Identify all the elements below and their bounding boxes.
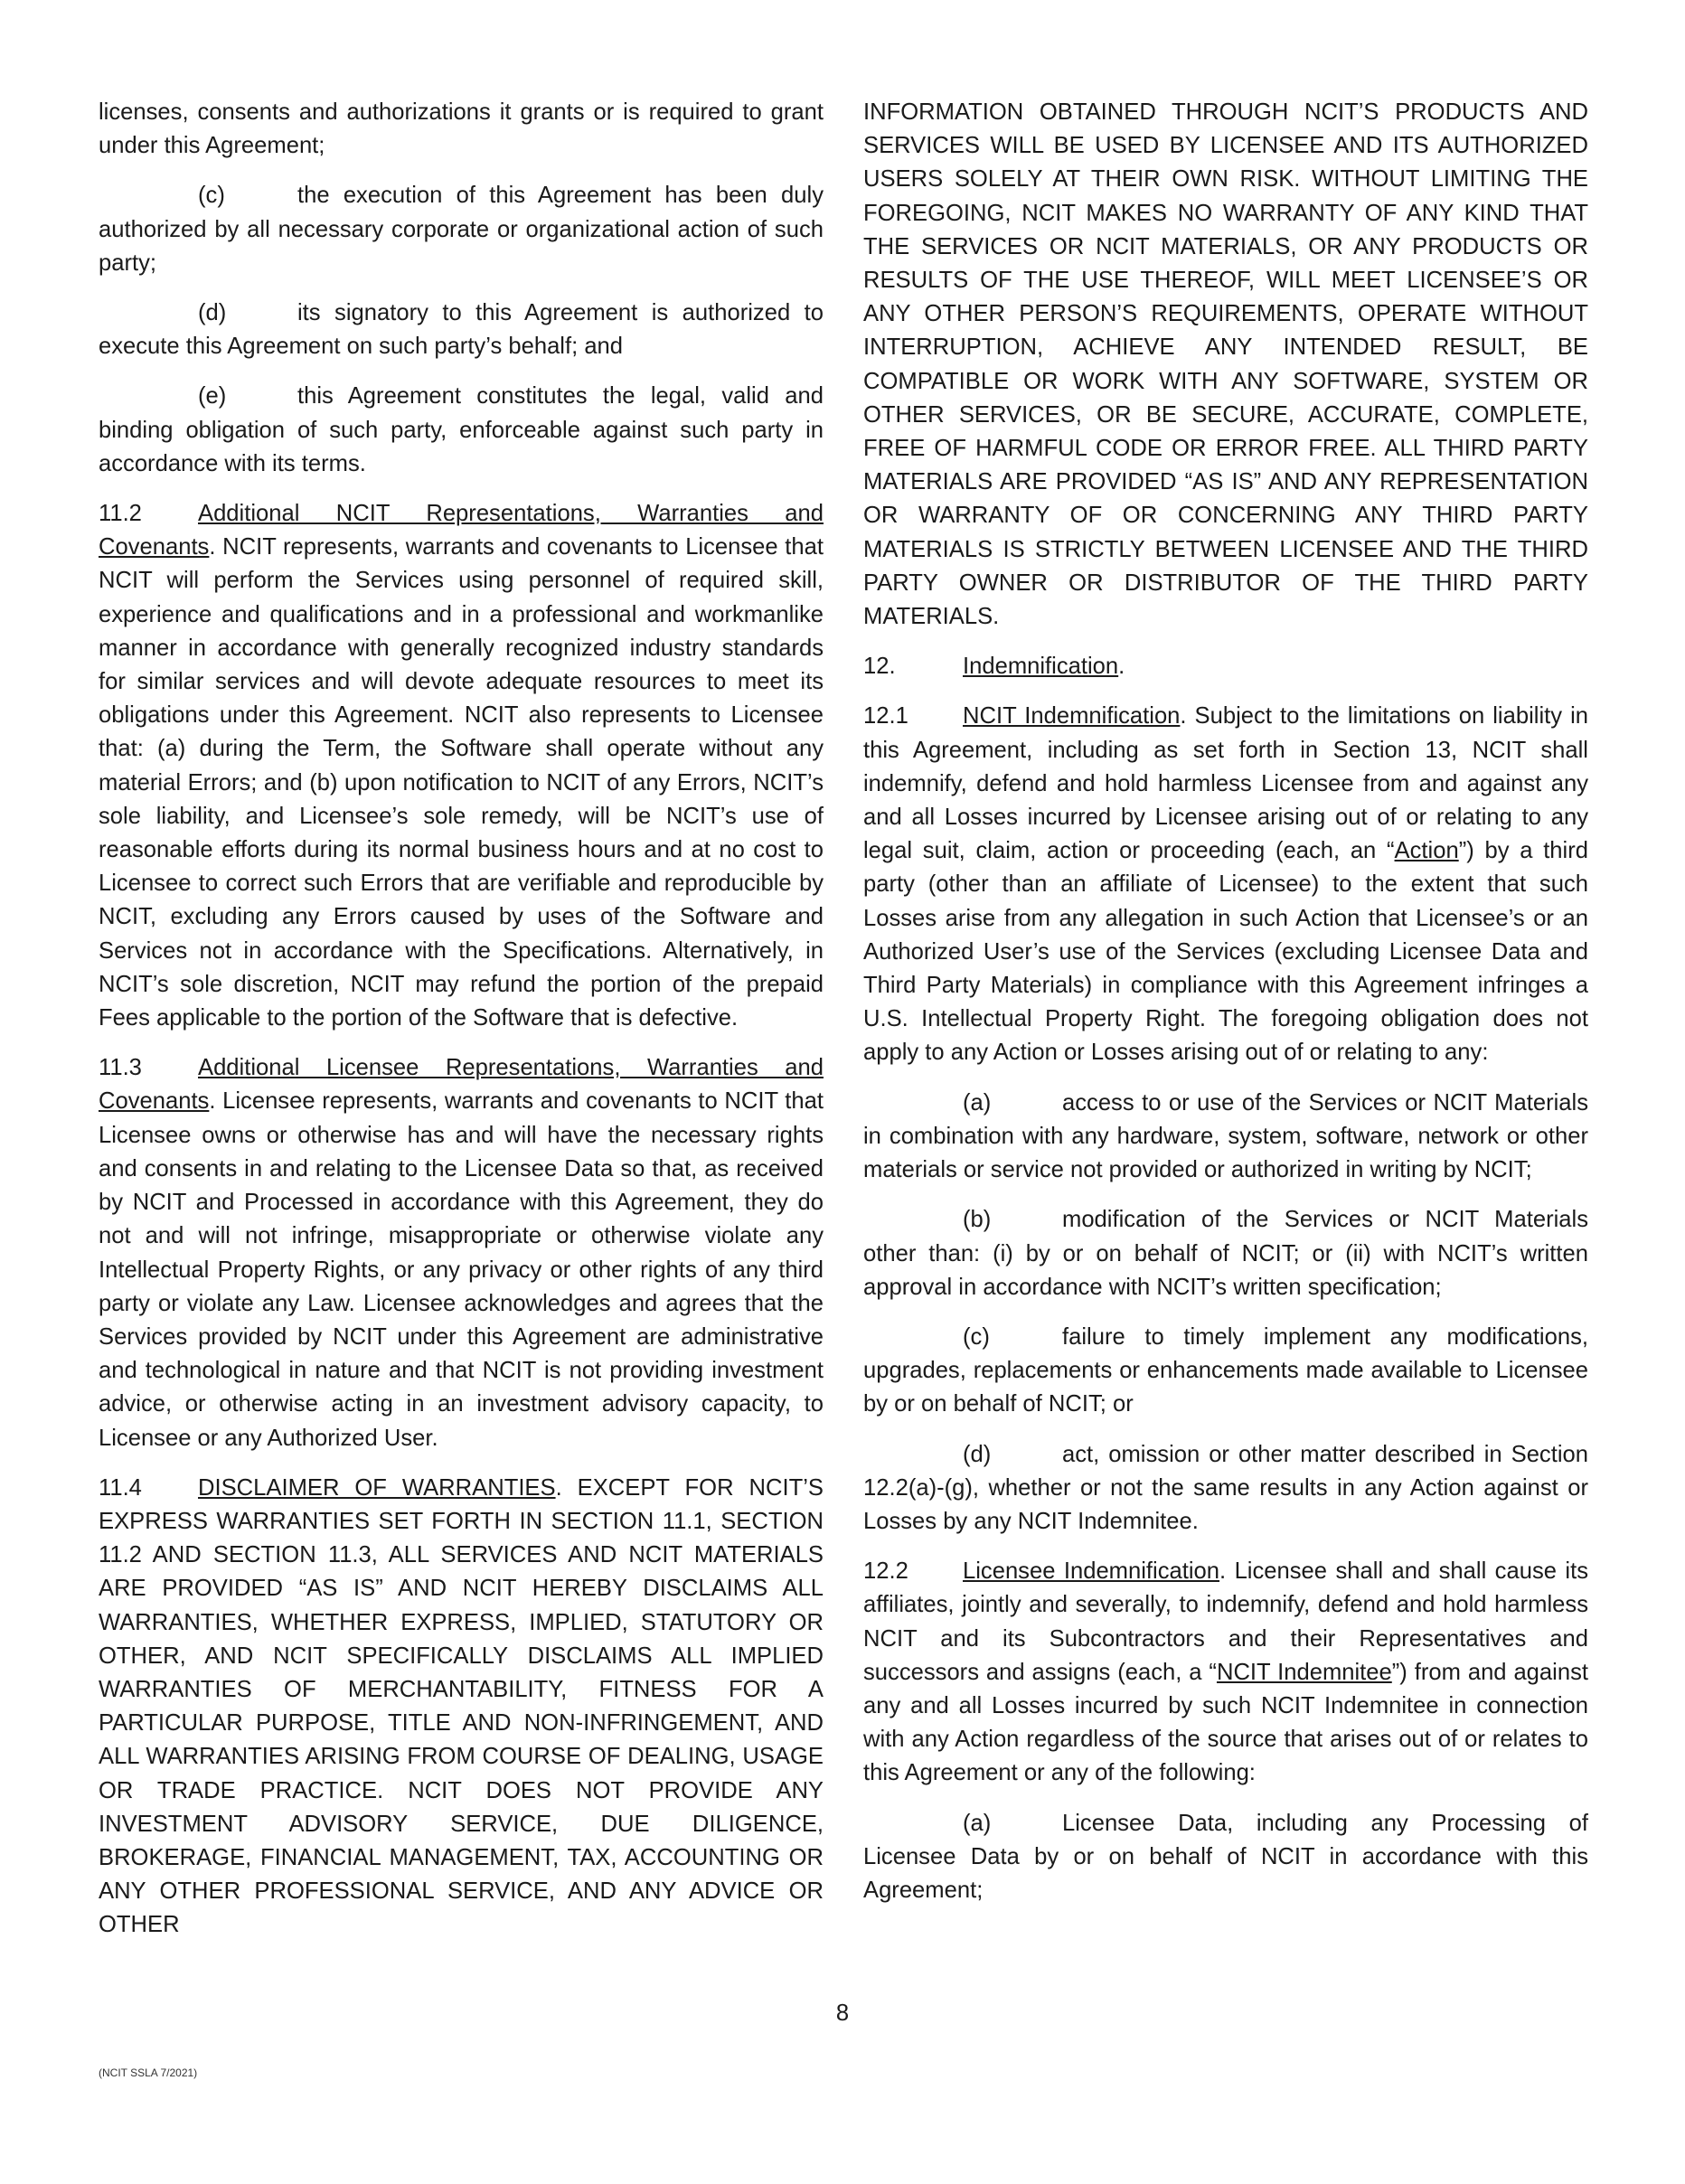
clause-text: access to or use of the Services or NCIT Materials in combination with any hardware, system, software, network or other materials or service not provided or authorized in writing by NCIT; <box>863 1089 1588 1183</box>
section-number: 12. <box>863 654 896 680</box>
section-12-heading: 12. Indemnification. <box>863 650 1588 683</box>
section-text: ”) from and against any and all Losses incurred by such NCIT Indemnitee in connection with any Action regardless of the source that arises out of or relates to this Agreement or any of the following: <box>863 1659 1588 1786</box>
section-text: . Licensee shall and shall cause its affiliates, jointly and severally, to indemnify, defend and hold harmless NCIT and its Subcontractors and their Representatives and successors and assigns (each, a “ <box>863 1558 1588 1685</box>
section-text: . EXCEPT FOR NCIT’S EXPRESS WARRANTIES SET FORTH IN SECTION 11.1, SECTION 11.2 AND SECTION 11.3, ALL SERVICES AND NCIT MATERIALS ARE PROVIDED “AS IS” AND NCIT HEREBY DISCLAIMS ALL WARRANTIES, WHETHER EXPRESS, IMPLIED, STATUTORY OR OTHER, AND NCIT SPECIFICALLY DISCLAIMS ALL IMPLIED WARRANTIES OF MERCHANTABILITY, FITNESS FOR A PARTICULAR PURPOSE, TITLE AND NON-INFRINGEMENT, AND ALL WARRANTIES ARISING FROM COURSE OF DEALING, USAGE OR TRADE PRACTICE. NCIT DOES NOT PROVIDE ANY INVESTMENT ADVISORY SERVICE, DUE DILIGENCE, BROKERAGE, FINANCIAL MANAGEMENT, TAX, ACCOUNTING OR ANY OTHER PROFESSIONAL SERVICE, AND ANY ADVICE OR OTHER <box>99 1474 824 1938</box>
section-number: 12.1 <box>863 703 908 730</box>
clause-b <box>863 1203 1588 1304</box>
section-text: . Subject to the limitations on liability in this Agreement, including as set forth in Section 13, NCIT shall indemnify, defend and hold harmless Licensee from and against any and all Losses incurred by Licensee arising out of or relating to any legal suit, claim, action or proceeding (each, an “ <box>863 703 1588 864</box>
clause-text: its signatory to this Agreement is authorized to execute this Agreement on such party’s behalf; and <box>99 300 824 360</box>
clause-label: (b) <box>963 1207 992 1233</box>
clause-text: failure to timely implement any modifications, upgrades, replacements or enhancements made available to Licensee by or on behalf of NCIT; or <box>863 1323 1588 1417</box>
page-number: 8 <box>835 2000 850 2026</box>
section-title: NCIT Indemnification <box>963 703 1181 730</box>
clause-e <box>99 380 824 481</box>
clause-label: (d) <box>198 300 227 326</box>
section-number: 11.3 <box>99 1055 142 1081</box>
section-number: 11.4 <box>99 1474 142 1501</box>
section-title: Indemnification <box>963 654 1119 680</box>
clause-text: this Agreement constitutes the legal, valid and binding obligation of such party, enforceable against such party in accordance with its terms. <box>99 383 824 476</box>
document-footer: (NCIT SSLA 7/2021) <box>99 2066 198 2079</box>
right-column <box>863 96 1588 1907</box>
section-12-1 <box>863 700 1588 1069</box>
clause-text: act, omission or other matter described in Section 12.2(a)-(g), whether or not the same results in any Action against or Losses by any NCIT Indemnitee. <box>863 1441 1588 1534</box>
clause-text: modification of the Services or NCIT Materials other than: (i) by or on behalf of NCIT; or (ii) with NCIT’s written approval in accordance with NCIT’s written specification; <box>863 1207 1588 1300</box>
section-title: Licensee Indemnification <box>963 1558 1220 1585</box>
section-11-4 <box>99 1472 824 1943</box>
clause-label: (e) <box>198 383 227 410</box>
clause-a <box>863 1087 1588 1188</box>
clause-d <box>99 297 824 363</box>
defined-term-ncit-indemnitee: NCIT Indemnitee <box>1216 1659 1392 1685</box>
clause-c <box>863 1321 1588 1422</box>
section-number: 11.2 <box>99 501 142 527</box>
left-column <box>99 96 824 1943</box>
clause-a-2 <box>863 1807 1588 1908</box>
section-11-3 <box>99 1051 824 1454</box>
section-11-2 <box>99 497 824 1035</box>
clause-d <box>863 1438 1588 1539</box>
defined-term-action: Action <box>1394 838 1459 864</box>
clause-c <box>99 179 824 280</box>
clause-label: (a) <box>963 1810 992 1836</box>
section-title: DISCLAIMER OF WARRANTIES <box>198 1474 556 1501</box>
clause-text: the execution of this Agreement has been duly authorized by all necessary corporate or organizational action of such party; <box>99 183 824 276</box>
clause-label: (c) <box>963 1323 990 1350</box>
section-title: Additional Licensee Representations, Warranties and Covenants <box>99 1055 824 1115</box>
clause-label: (a) <box>963 1089 992 1116</box>
section-12-2 <box>863 1555 1588 1790</box>
section-number: 12.2 <box>863 1558 908 1585</box>
section-title: Additional NCIT Representations, Warranties and Covenants <box>99 501 824 560</box>
paragraph-continuation: licenses, consents and authorizations it grants or is required to grant under this Agreement; <box>99 99 824 159</box>
clause-text: Licensee Data, including any Processing of Licensee Data by or on behalf of NCIT in accordance with this Agreement; <box>863 1810 1588 1903</box>
clause-label: (c) <box>198 183 225 209</box>
section-text: ”) by a third party (other than an affiliate of Licensee) to the extent that such Losses arise from any allegation in such Action that Licensee’s or an Authorized User’s use of the Services (excluding Licensee Data and Third Party Materials) in compliance with this Agreement infringes a U.S. Intellectual Property Right. The foregoing obligation does not apply to any Action or Losses arising out of or relating to any: <box>863 838 1588 1066</box>
clause-label: (d) <box>963 1441 992 1467</box>
section-text: . NCIT represents, warrants and covenants to Licensee that NCIT will perform the Services using personnel of required skill, experience and qualifications and in a professional and workmanlike manner in accordance with generally recognized industry standards for similar services and will devote adequate resources to meet its obligations under this Agreement. NCIT also represents to Licensee that: (a) during the Term, the Software shall operate without any material Errors; and (b) upon notification to NCIT of any Errors, NCIT’s sole liability, and Licensee’s sole remedy, will be NCIT’s use of reasonable efforts during its normal business hours and at no cost to Licensee to correct such Errors that are verifiable and reproducible by NCIT, excluding any Errors caused by uses of the Software and Services not in accordance with the Specifications. Alternatively, in NCIT’s sole discretion, NCIT may refund the portion of the prepaid Fees applicable to the portion of the Software that is defective. <box>99 534 824 1031</box>
disclaimer-continuation: INFORMATION OBTAINED THROUGH NCIT’S PRODUCTS AND SERVICES WILL BE USED BY LICENSEE AND ITS AUTHORIZED USERS SOLELY AT THEIR OWN RISK. WITHOUT LIMITING THE FOREGOING, NCIT MAKES NO WARRANTY OF ANY KIND THAT THE SERVICES OR NCIT MATERIALS, OR ANY PRODUCTS OR RESULTS OF THE USE THEREOF, WILL MEET LICENSEE’S OR ANY OTHER PERSON’S REQUIREMENTS, OPERATE WITHOUT INTERRUPTION, ACHIEVE ANY INTENDED RESULT, BE COMPATIBLE OR WORK WITH ANY SOFTWARE, SYSTEM OR OTHER SERVICES, OR BE SECURE, ACCURATE, COMPLETE, FREE OF HARMFUL CODE OR ERROR FREE. ALL THIRD PARTY MATERIALS ARE PROVIDED “AS IS” AND ANY REPRESENTATION OR WARRANTY OF OR CONCERNING ANY THIRD PARTY MATERIALS IS STRICTLY BETWEEN LICENSEE AND THE THIRD PARTY OWNER OR DISTRIBUTOR OF THE THIRD PARTY MATERIALS. <box>863 99 1588 630</box>
section-text: . Licensee represents, warrants and covenants to NCIT that Licensee owns or otherwise has and will have the necessary rights and consents in and relating to the Licensee Data so that, as received by NCIT and Processed in accordance with this Agreement, they do not and will not infringe, misappropriate or otherwise violate any Intellectual Property Rights, or any privacy or other rights of any third party or violate any Law. Licensee acknowledges and agrees that the Services provided by NCIT under this Agreement are administrative and technological in nature and that NCIT is not providing investment advice, or otherwise acting in an investment advisory capacity, to Licensee or any Authorized User. <box>99 1088 824 1451</box>
